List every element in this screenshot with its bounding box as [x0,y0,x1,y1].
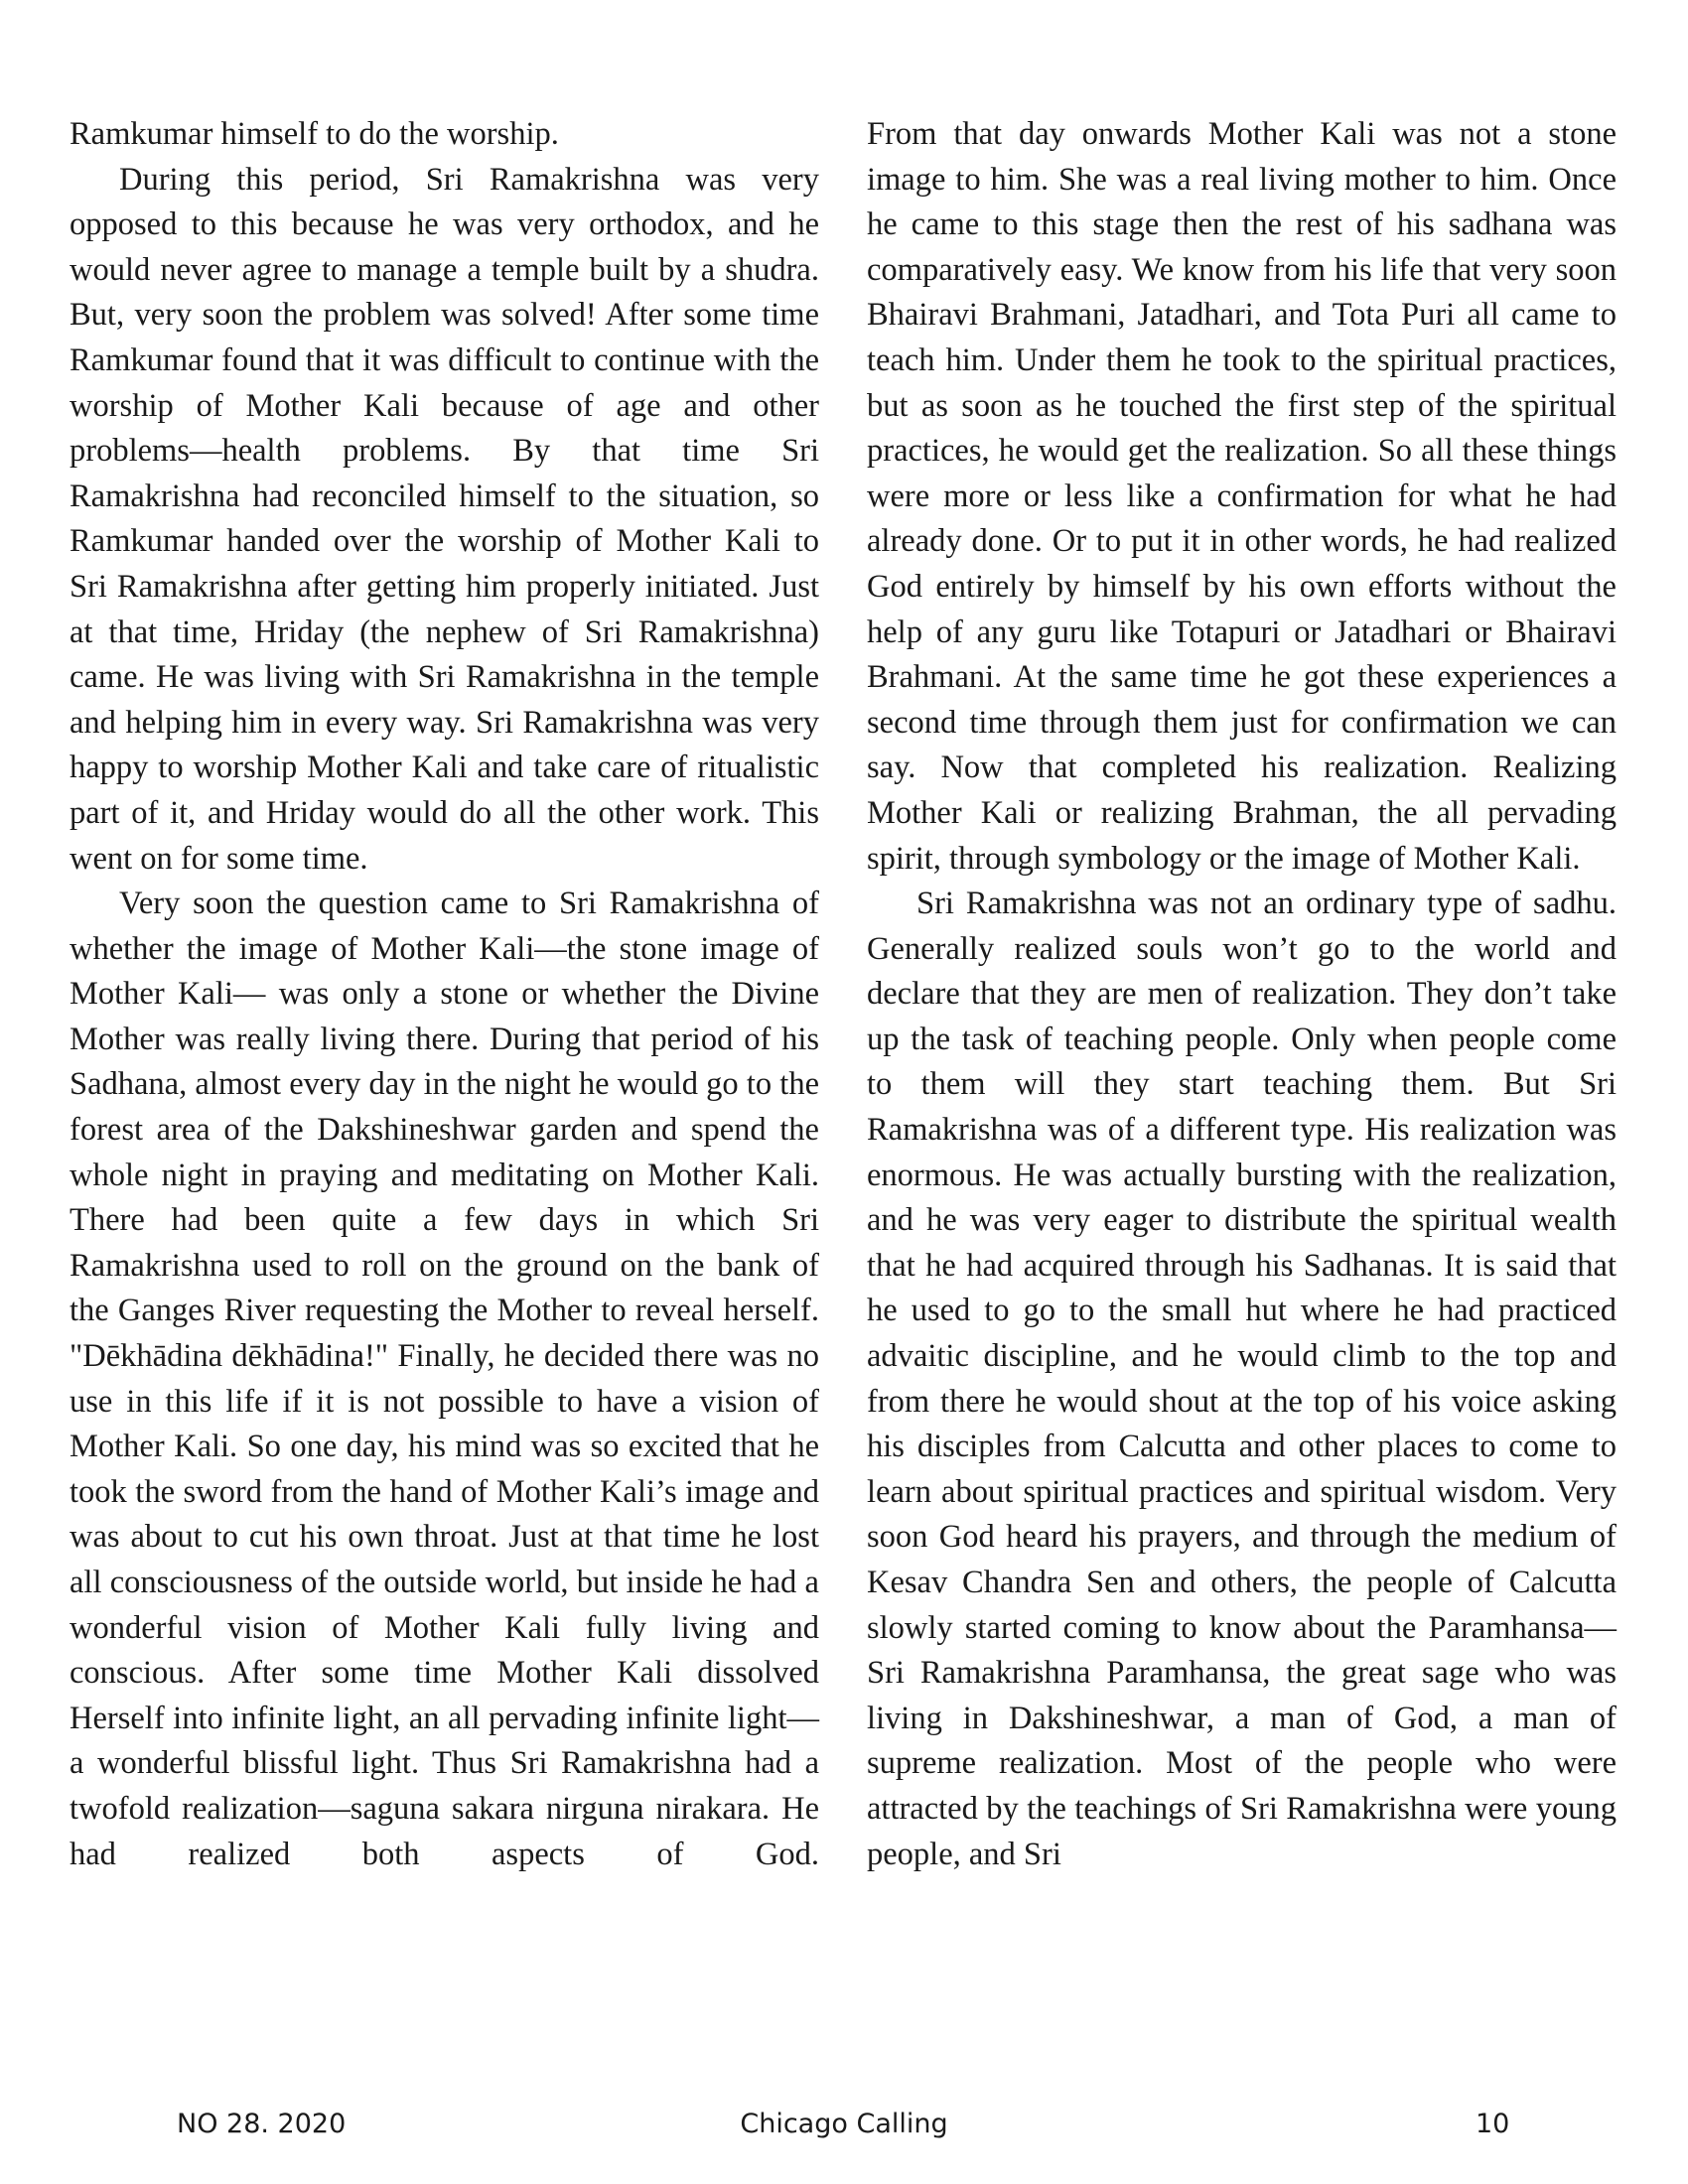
paragraph: Very soon the question came to Sri Ramakrishna of whether the image of Mother Kali—the stone image of Mother Kali— was only a stone or whether the Divine Mother was really living there. During that period of his Sadhana, almost every day in the night he would go to the forest area of the Dakshineshwar garden and spend the whole night in praying and meditating on Mother Kali. There had been quite a few days in which Sri Ramakrishna used to roll on the ground on the bank of the Ganges River requesting the Mother to reveal herself. "Dēkhādina dēkhādina!" Finally, he decided there was no use in this life if it is not possible to have a vision of Mother Kali. So one day, his mind was so excited that he took the sword from the hand of Mother Kali’s image and was about to cut his own throat. Just at that time he lost all consciousness of the outside world, but inside he had a wonderful vision of Mother Kali fully living and conscious. After some time Mother Kali dissolved Herself into infinite light, an all pervading infinite light—a wonderful blissful light. Thus Sri Ramakrishna had a twofold realization—saguna sakara nirguna nirakara. He had realized both aspects of God. [70,886,819,1872]
paragraph-continued: Ramkumar himself to do the worship. [70,116,559,152]
left-text-column [70,112,819,1877]
paragraph: Sri Ramakrishna was not an ordinary type of sadhu. Generally realized souls won’t go to the world and declare that they are men of realization. They don’t take up the task of teaching people. Only when people come to them will they start teaching them. But Sri Ramakrishna was of a different type. His realization was enormous. He was actually bursting with the realization, and he was very eager to distribute the spiritual wealth that he had acquired through his Sadhanas. It is said that he used to go to the small hut where he had practiced advaitic discipline, and he would climb to the top and from there he would shout at the top of his voice asking his disciples from Calcutta and other places to come to learn about spiritual practices and spiritual wisdom. Very soon God heard his prayers, and through the medium of Kesav Chandra Sen and others, the people of Calcutta slowly started coming to know about the Paramhansa—Sri Ramakrishna Paramhansa, the great sage who was living in Dakshineshwar, a man of God, a man of supreme realization. Most of the people who were attracted by the teachings of Sri Ramakrishna were young people, and Sri [867,886,1617,1872]
page-number: 10 [1476,2109,1510,2139]
issue-label: NO 28. 2020 [177,2109,347,2139]
paragraph: During this period, Sri Ramakrishna was very opposed to this because he was very orthodox, and he would never agree to manage a temple built by a shudra. But, very soon the problem was solved! After some time Ramkumar found that it was difficult to continue with the worship of Mother Kali because of age and other problems—health problems. By that time Sri Ramakrishna had reconciled himself to the situation, so Ramkumar handed over the worship of Mother Kali to Sri Ramakrishna after getting him properly initiated. Just at that time, Hriday (the nephew of Sri Ramakrishna) came. He was living with Sri Ramakrishna in the temple and helping him in every way. Sri Ramakrishna was very happy to worship Mother Kali and take care of ritualistic part of it, and Hriday would do all the other work. This went on for some time. [70,161,819,877]
paragraph: From that day onwards Mother Kali was not a stone image to him. She was a real living mother to him. Once he came to this stage then the rest of his sadhana was comparatively easy. We know from his life that very soon Bhairavi Brahmani, Jatadhari, and Tota Puri all came to teach him. Under them he took to the spiritual practices, but as soon as he touched the first step of the spiritual practices, he would get the realization. So all these things were more or less like a confirmation for what he had already done. Or to put it in other words, he had realized God entirely by himself by his own efforts without the help of any guru like Totapuri or Jatadhari or Bhairavi Brahmani. At the same time he got these experiences a second time through them just for confirmation we can say. Now that completed his realization. Realizing Mother Kali or realizing Brahman, the all pervading spirit, through symbology or the image of Mother Kali. [867,116,1617,877]
publication-title: Chicago Calling [740,2109,948,2139]
page-footer [0,2105,1688,2144]
right-text-column [867,112,1617,1877]
